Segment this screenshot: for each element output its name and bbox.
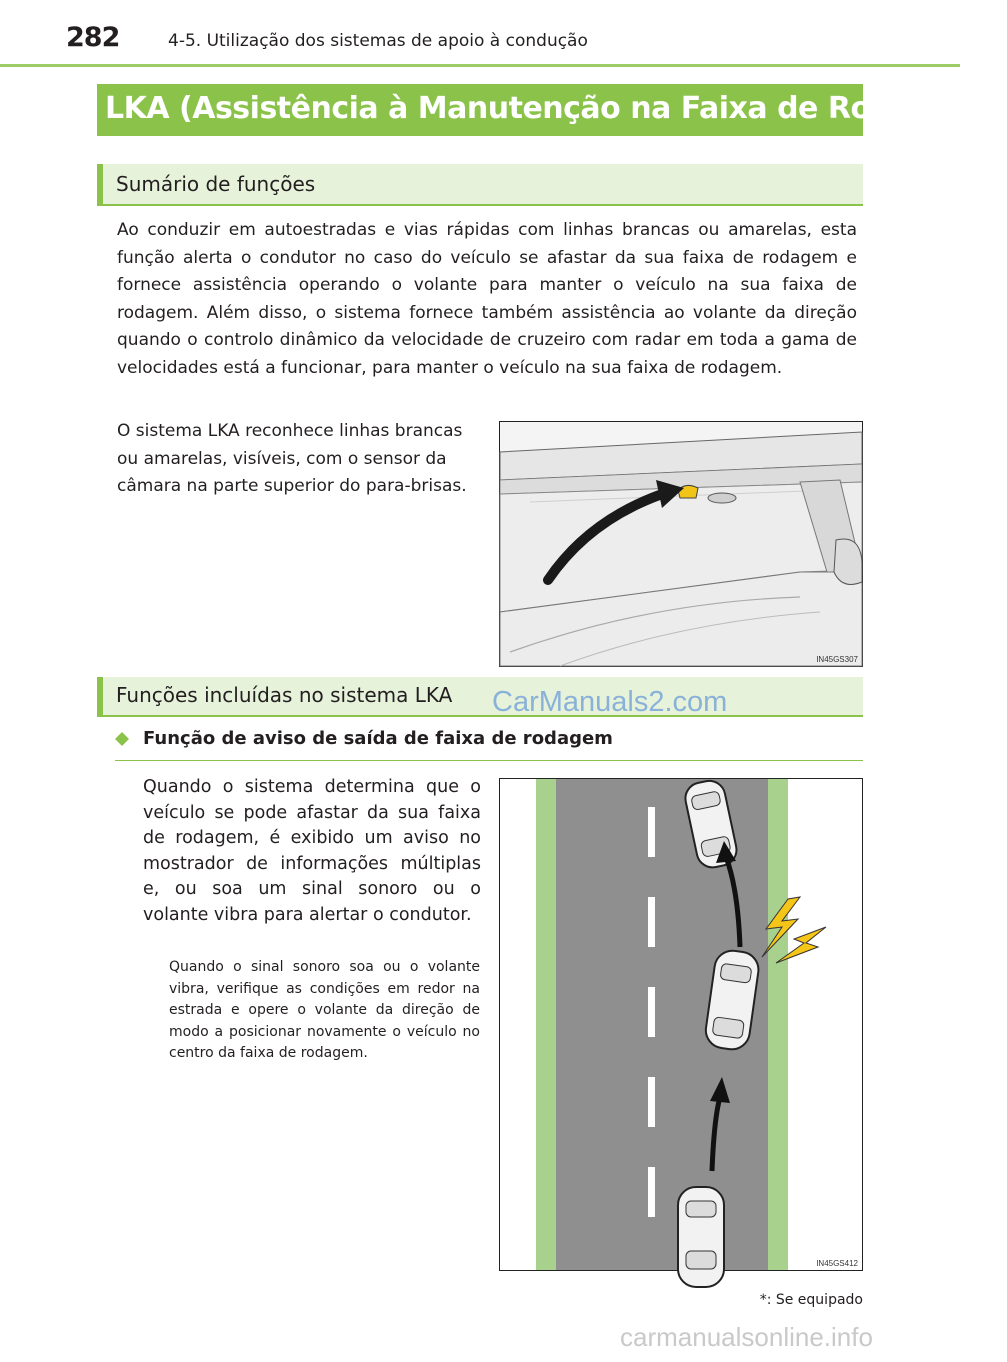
road-illustration	[500, 779, 862, 1270]
section-heading-summary	[97, 164, 863, 206]
figure-code: IN45GS412	[816, 1259, 858, 1268]
summary-paragraph: Ao conduzir em autoestradas e vias rápidas com linhas brancas ou amarelas, esta função alerta o condutor no caso do veículo se afastar da sua faixa de rodagem e fornece assistência operando o volante para manter o veículo na sua faixa de rodagem. Além disso, o sistema fornece também assistência ao volante da direção quando o controlo dinâmico da velocidade de cruzeiro com radar em toda a gama de velocidades está a funcionar, para manter o veículo na sua faixa de rodagem.	[117, 220, 857, 378]
windshield-camera-figure	[499, 421, 863, 667]
camera-paragraph: O sistema LKA reconhece linhas brancas ou amarelas, visíveis, com o sensor da câmara na parte superior do para-brisas.	[117, 421, 467, 496]
subheading-lane-departure	[115, 728, 863, 761]
figure-code: IN45GS307	[816, 655, 858, 664]
diamond-bullet-icon	[115, 732, 129, 746]
section-title: 4-5. Utilização dos sistemas de apoio à condução	[168, 31, 588, 51]
equipped-marker: *	[998, 89, 1007, 110]
section-heading-functions	[97, 677, 863, 717]
car-icon	[678, 1187, 724, 1287]
watermark: CarManuals2.com	[492, 686, 728, 718]
footnote-equipped: *: Se equipado	[759, 1292, 863, 1308]
main-title-text: LKA (Assistência à Manutenção na Faixa de Rodagem)	[105, 91, 997, 126]
main-title-bar	[97, 84, 1007, 136]
main-title	[105, 91, 1007, 126]
section-heading-summary-label: Sumário de funções	[116, 172, 316, 196]
lane-departure-figure	[499, 778, 863, 1271]
lane-departure-paragraph: Quando o sistema determina que o veículo se pode afastar da sua faixa de rodagem, é exibido um aviso no mostrador de informações múltiplas e, ou soa um sinal sonoro ou o volante vibra para alertar o condutor.	[143, 777, 481, 925]
header-divider	[0, 64, 960, 67]
section-heading-functions-label: Funções incluídas no sistema LKA	[116, 683, 453, 707]
lane-departure-note: Quando o sinal sonoro soa ou o volante vibra, verifique as condições em redor na estrada e opere o volante da direção de modo a posicionar novamente o veículo no centro da faixa de rodagem.	[169, 959, 480, 1061]
footer-watermark: carmanualsonline.info	[620, 1322, 873, 1352]
car-windshield-illustration	[500, 422, 862, 666]
page-number: 282	[66, 22, 120, 53]
subheading-label: Função de aviso de saída de faixa de rodagem	[143, 728, 613, 749]
